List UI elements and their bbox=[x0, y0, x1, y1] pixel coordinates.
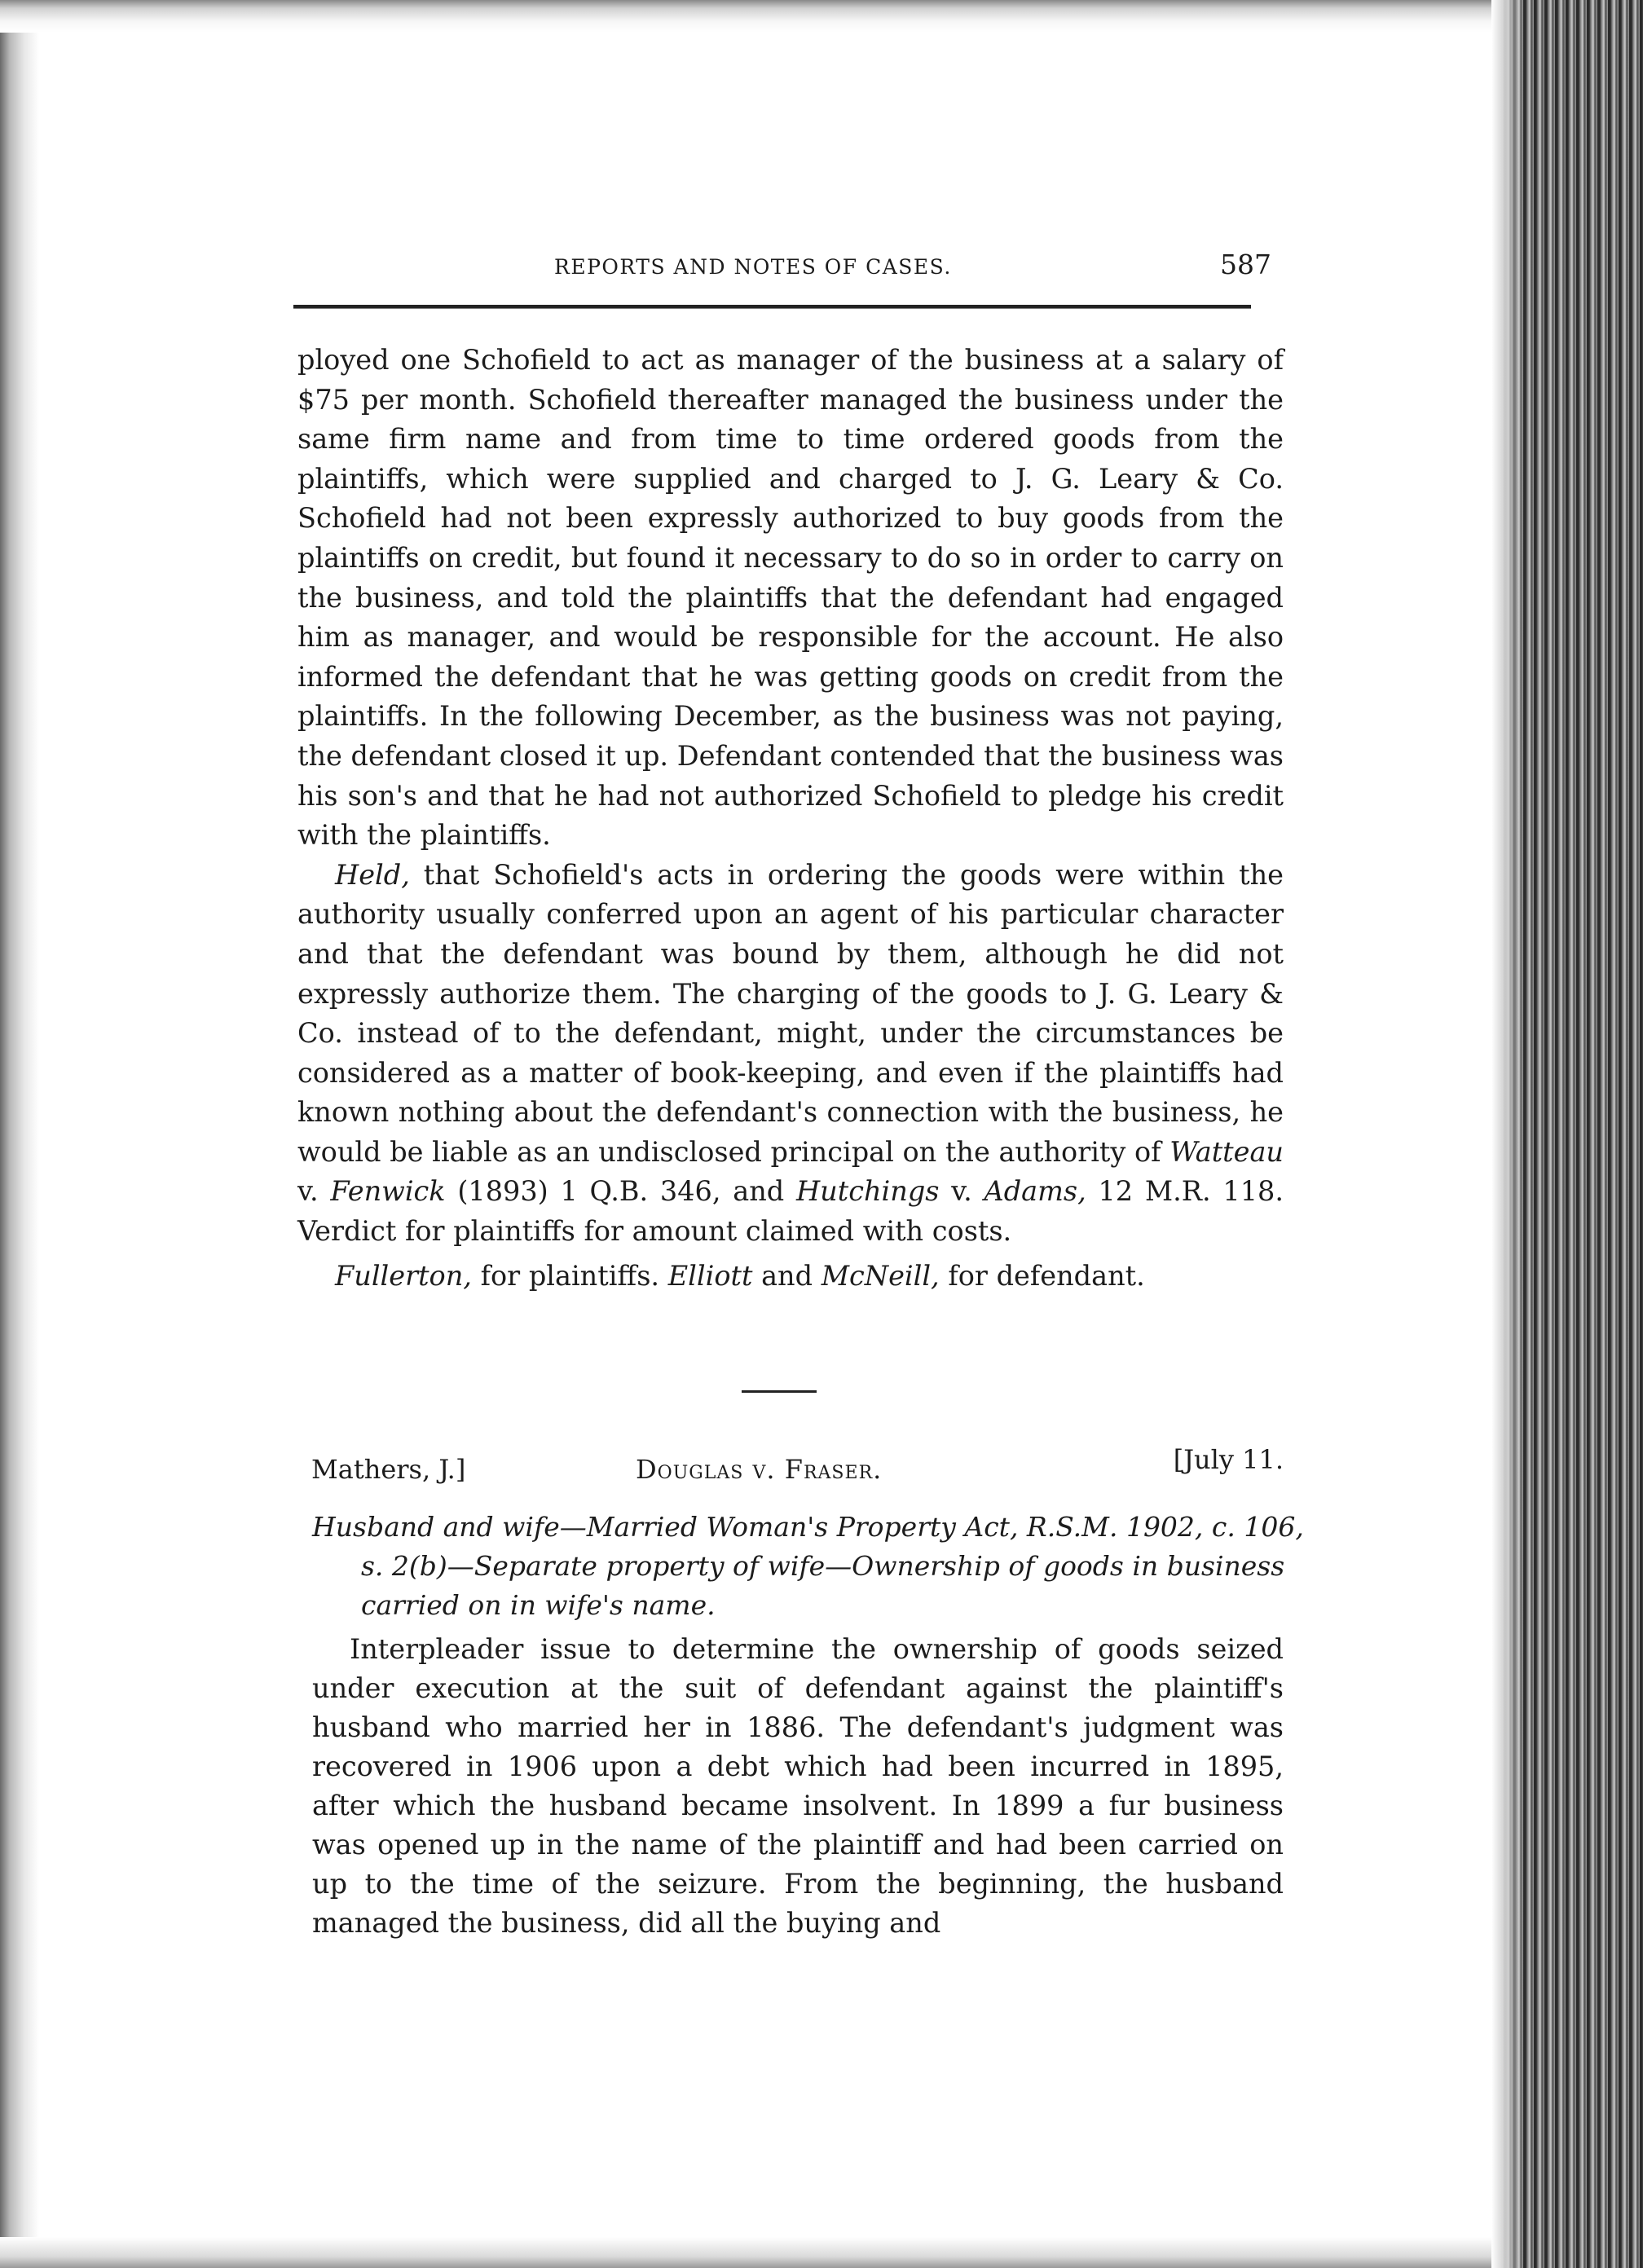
section-divider bbox=[742, 1390, 817, 1393]
page-number: 587 bbox=[1220, 249, 1271, 280]
header-rule bbox=[293, 305, 1251, 309]
case-citation-fenwick: Fenwick bbox=[330, 1175, 446, 1208]
scan-edge-top bbox=[0, 0, 1491, 33]
held-label: Held, bbox=[335, 858, 410, 891]
counsel-and: and bbox=[752, 1259, 822, 1292]
case1-paragraph: ployed one Schofield to act as manager of the business at a salary of $75 per month. Schofield thereafter managed the business under the same firm name and from time to time ordered goods from the plaintiffs, which were supplied and charged to J. G. Leary & Co. Schofield had not been expressly authorized to buy goods from the plaintiffs on credit, but found it necessary to do so in order to carry on the business, and told the plaintiffs that the defendant had engaged him as manager, and would be responsible for the account. He also informed the defendant that he was getting goods on credit from the plaintiffs. In the following December, as the business was not paying, the defendant closed it up. Defendant contended that the business was his son's and that he had not authorized Schofield to pledge his credit with the plaintiffs. bbox=[297, 344, 1284, 852]
case-citation-hutchings: Hutchings bbox=[795, 1175, 940, 1208]
plaintiff-counsel: Fullerton, bbox=[335, 1259, 472, 1292]
held-text-2: (1893) 1 Q.B. 346, and bbox=[445, 1175, 796, 1208]
held-paragraph bbox=[297, 856, 1284, 1252]
plaintiff-role: for plaintiffs. bbox=[471, 1259, 668, 1292]
case-citation-watteau: Watteau bbox=[1169, 1135, 1284, 1168]
case2-heading bbox=[311, 1444, 1284, 1485]
versus: v. bbox=[297, 1175, 331, 1208]
counsel-line bbox=[297, 1257, 1284, 1297]
case-citation-adams: Adams, bbox=[984, 1175, 1086, 1208]
case2-paragraph: Interpleader issue to determine the ownership of goods seized under execution at the suit of defendant against the plaintiff's husband who married her in 1886. The defendant's judgment was recovered in 1906 upon a debt which had been incurred in 1895, after which the husband became insolvent. In 1899 a fur business was opened up in the name of the plaintiff and had been carried on up to the time of the seizure. From the beginning, the husband managed the business, did all the buying and bbox=[312, 1633, 1284, 1939]
case2-body bbox=[312, 1630, 1284, 1943]
running-head: REPORTS AND NOTES OF CASES. bbox=[554, 255, 952, 279]
page-header bbox=[554, 249, 1271, 289]
judge-name: Mathers, J.] bbox=[311, 1454, 466, 1485]
held-text-1: that Schofield's acts in ordering the goods were within the authority usually conferred upon an agent of his particular character and that the defendant was bound by them, although he did not expressly authorize them. The charging of the goods to J. G. Leary & Co. instead of to the defendant, might, under the circumstances be considered as a matter of book-keeping, and even if the plaintiffs had known nothing about the defendant's connection with the business, he would be liable as an undisclosed principal on the authority of bbox=[297, 858, 1284, 1168]
versus: v. bbox=[939, 1175, 984, 1208]
defendant-role: for defendant. bbox=[939, 1259, 1145, 1292]
defendant-counsel-1: Elliott bbox=[667, 1259, 753, 1292]
case-date: [July 11. bbox=[1173, 1444, 1284, 1475]
scan-edge-left bbox=[0, 0, 39, 2268]
case-title: Douglas v. Fraser. bbox=[636, 1454, 883, 1485]
defendant-counsel-2: McNeill, bbox=[821, 1259, 940, 1292]
held-text-3: 12 M.R. 118. Verdict for plaintiffs for amount claimed with costs. bbox=[297, 1175, 1284, 1248]
scan-book-edge-right bbox=[1491, 0, 1643, 2268]
scan-edge-bottom bbox=[0, 2237, 1491, 2268]
case2-headnote: Husband and wife—Married Woman's Property Act, R.S.M. 1902, c. 106, s. 2(b)—Separate property of wife—Ownership of goods in business carried on in wife's name. bbox=[312, 1511, 1304, 1621]
case1-body bbox=[297, 341, 1284, 1296]
